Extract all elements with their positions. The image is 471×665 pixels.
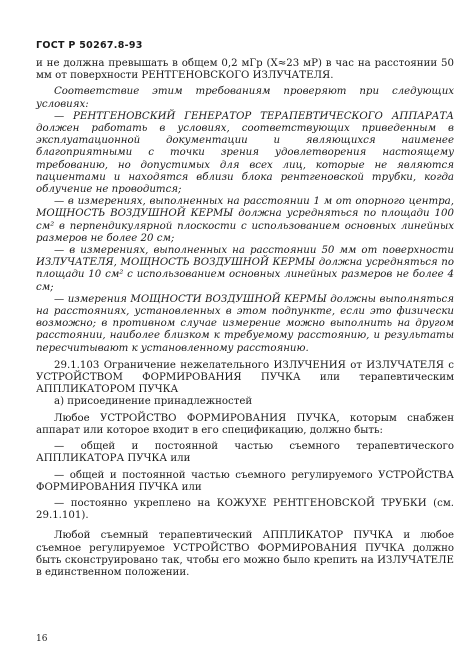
paragraph-beam-device: Любое УСТРОЙСТВО ФОРМИРОВАНИЯ ПУЧКА, которым снабжен аппарат или которое входит в его спецификацию, должно быть:	[36, 412, 454, 436]
paragraph-removable-applicator: Любой съемный терапевтический АППЛИКАТОР ПУЧКА и любое съемное регулируемое УСТРОЙСТВО ФОРМИРОВАНИЯ ПУЧКА должно быть сконструировано так, чтобы его можно было крепить на ИЗЛУЧАТЕЛЕ в единственном положении.	[36, 530, 454, 578]
page-number: 16	[36, 634, 48, 644]
paragraph-compliance-intro: Соответствие этим требованиям проверяют при следующих условиях:	[36, 86, 454, 110]
paragraph-condition-generator: — РЕНТГЕНОВСКИЙ ГЕНЕРАТОР ТЕРАПЕВТИЧЕСКОГО АППАРАТА должен работать в условиях, соответствующих приведенным в эксплуатационной документации и являющихся наименее благоприятными с точки зрения удовлетворения настоящему требованию, но допустимых для всех лиц, которые не являются пациентами и находятся вблизи блока рентгеновской трубки, когда облучение не проводится;	[36, 110, 454, 196]
subsection-a-heading: а) присоединение принадлежностей	[54, 396, 253, 408]
list-item-adjustable-device: — общей и постоянной частью съемного регулируемого УСТРОЙСТВА ФОРМИРОВАНИЯ ПУЧКА или	[36, 469, 454, 493]
paragraph-condition-50mm: — в измерениях, выполненных на расстоянии 50 мм от поверхности ИЗЛУЧАТЕЛЯ, МОЩНОСТЬ ВОЗДУШНОЙ КЕРМЫ должна усредняться по площади 10 см² с использованием основных линейных размеров не более 4 см;	[36, 245, 454, 293]
paragraph-condition-distances: — измерения МОЩНОСТИ ВОЗДУШНОЙ КЕРМЫ должны выполняться на расстояниях, установленных в этом подпункте, если это физически возможно; в противном случае измерение можно выполнить на другом расстоянии, наиболее близком к требуемому расстоянию, и результаты пересчитывают к установленному расстоянию.	[36, 293, 454, 354]
section-heading-29-1-103: 29.1.103 Ограничение нежелательного ИЗЛУЧЕНИЯ от ИЗЛУЧАТЕЛЯ с УСТРОЙСТВОМ ФОРМИРОВАНИЯ ПУЧКА или терапевтическим АППЛИКАТОРОМ ПУЧКА	[36, 359, 454, 396]
paragraph-continuation: и не должна превышать в общем 0,2 мГр (Х≈23 мР) в час на расстоянии 50 мм от поверхности РЕНТГЕНОВСКОГО ИЗЛУЧАТЕЛЯ.	[36, 58, 454, 82]
paragraph-condition-1m: — в измерениях, выполненных на расстоянии 1 м от опорного центра, МОЩНОСТЬ ВОЗДУШНОЙ КЕРМЫ должна усредняться по площади 100 см² в перпендикулярной плоскости с использованием основных линейных размеров не более 20 см;	[36, 196, 454, 244]
document-header: ГОСТ Р 50267.8-93	[36, 40, 143, 51]
page-body	[36, 58, 454, 579]
list-item-applicator: — общей и постоянной частью съемного терапевтического АППЛИКАТОРА ПУЧКА или	[36, 441, 454, 465]
list-item-tube-housing: — постоянно укреплено на КОЖУХЕ РЕНТГЕНОВСКОЙ ТРУБКИ (см. 29.1.101).	[36, 497, 454, 522]
